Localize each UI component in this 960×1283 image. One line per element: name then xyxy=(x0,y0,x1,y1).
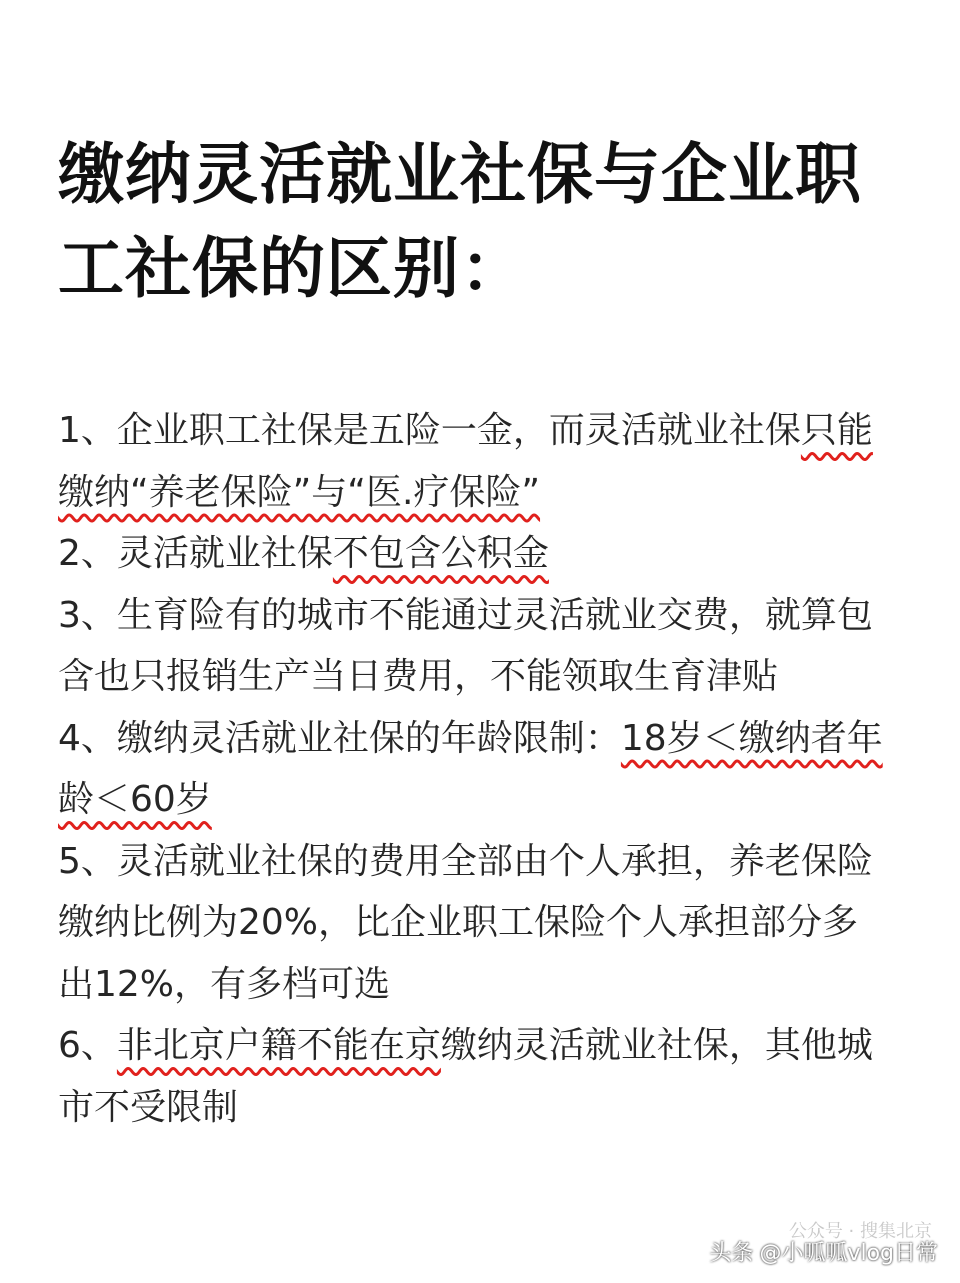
list-item-6 xyxy=(58,1015,888,1138)
item-6-number: 6、 xyxy=(58,1025,117,1066)
item-2-text: 2、灵活就业社保 xyxy=(58,533,333,574)
item-2-highlight: 不包含公积金 xyxy=(332,533,549,574)
list-item-5 xyxy=(58,831,888,1016)
author-handle[interactable]: @小呱呱vlog日常 xyxy=(759,1241,938,1266)
item-4-text: 4、缴纳灵活就业社保的年龄限制： xyxy=(58,717,621,759)
page-title: 缴纳灵活就业社保与企业职工社保的区别： xyxy=(58,136,862,307)
list-item-4 xyxy=(58,708,888,831)
footer-credit xyxy=(709,1239,938,1269)
watermark: 公众号 · 搜集北京 xyxy=(788,1221,932,1242)
item-3-text: 3、生育险有的城市不能通过灵活就业交费，就算包含也只报销生产当日费用，不能领取生育津贴 xyxy=(58,594,873,697)
item-6-text: 缴纳灵活就业社保，其他城市不受限制 xyxy=(58,1025,873,1128)
platform-name: 头条 xyxy=(709,1241,754,1266)
item-1-text: 1、企业职工社保是五险一金，而灵活就业社保 xyxy=(58,410,801,451)
item-6-highlight: 非北京户籍不能在京 xyxy=(116,1025,441,1066)
list-item-1 xyxy=(58,400,888,523)
item-1-highlight: 只能缴纳“养老保险”与“医.疗保险” xyxy=(58,410,873,513)
list-item-2 xyxy=(58,523,888,585)
item-4-highlight: 18岁＜缴纳者年龄＜60岁 xyxy=(58,717,883,820)
difference-list xyxy=(58,400,888,1138)
item-5-text: 5、灵活就业社保的费用全部由个人承担，养老保险缴纳比例为20%，比企业职工保险个人承担部分多出12%，有多档可选 xyxy=(58,840,873,1005)
list-item-3 xyxy=(58,585,888,708)
